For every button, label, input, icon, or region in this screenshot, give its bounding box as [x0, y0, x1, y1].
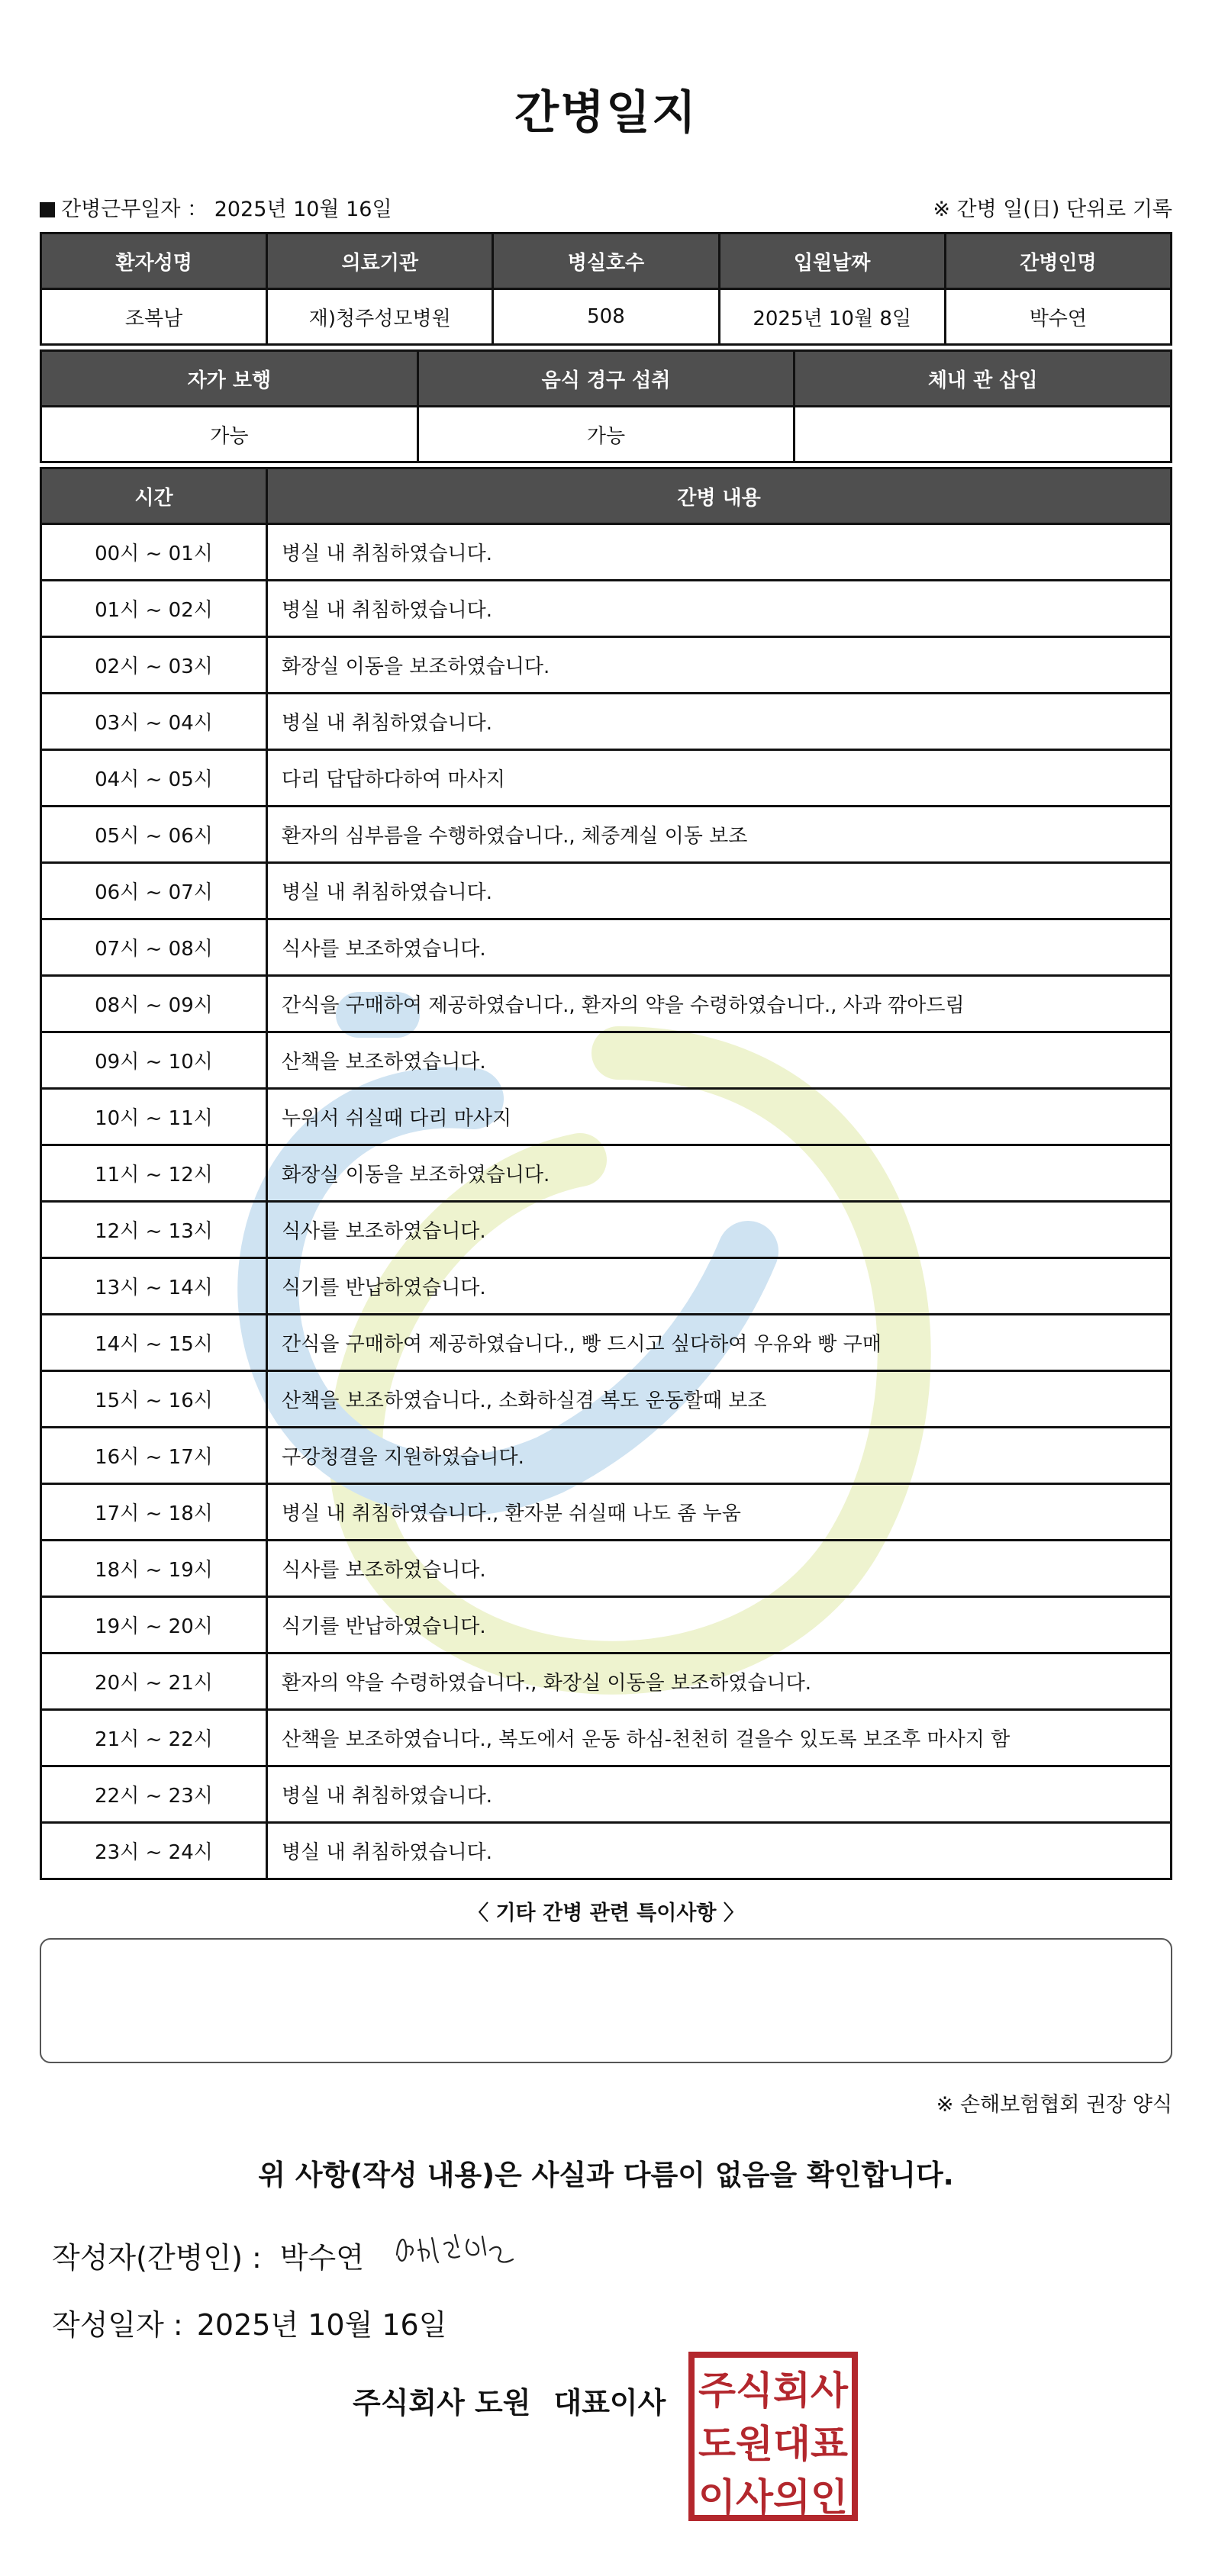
log-row — [41, 750, 1172, 807]
header-care-content: 간병 내용 — [267, 469, 1172, 524]
log-row — [41, 637, 1172, 694]
header-room: 병실호수 — [493, 233, 719, 289]
log-row — [41, 1823, 1172, 1879]
log-row — [41, 1032, 1172, 1089]
log-body — [41, 524, 1172, 1879]
log-row — [41, 1766, 1172, 1823]
log-time: 02시 ~ 03시 — [41, 637, 267, 694]
log-content: 산책을 보조하였습니다., 복도에서 운동 하심-천천히 걸을수 있도록 보조후 마사지 함 — [267, 1710, 1172, 1766]
log-content: 식사를 보조하였습니다. — [267, 1202, 1172, 1258]
seal-text-row: 도원대표 — [698, 2422, 849, 2466]
square-bullet-icon — [40, 202, 55, 217]
header-tube-insertion: 체내 관 삽입 — [795, 351, 1172, 407]
handwritten-signature — [389, 2217, 527, 2278]
header-oral-intake: 음식 경구 섭취 — [417, 351, 795, 407]
company-rep: 대표이사 — [553, 2386, 666, 2420]
written-date-line — [52, 2301, 446, 2343]
patient-header-row — [41, 233, 1172, 289]
log-content: 병실 내 취침하였습니다., 환자분 쉬실때 나도 좀 누움 — [267, 1484, 1172, 1541]
special-notes-field[interactable] — [40, 1938, 1172, 2063]
log-content: 환자의 약을 수령하였습니다., 화장실 이동을 보조하였습니다. — [267, 1653, 1172, 1710]
log-time: 16시 ~ 17시 — [41, 1428, 267, 1484]
log-content: 병실 내 취침하였습니다. — [267, 863, 1172, 919]
log-content: 산책을 보조하였습니다., 소화하실겸 복도 운동할때 보조 — [267, 1371, 1172, 1428]
writer-line — [52, 2234, 364, 2276]
log-time: 13시 ~ 14시 — [41, 1258, 267, 1315]
log-time: 09시 ~ 10시 — [41, 1032, 267, 1089]
log-time: 12시 ~ 13시 — [41, 1202, 267, 1258]
tube-insertion-value — [795, 407, 1172, 462]
room-number: 508 — [493, 289, 719, 345]
work-date-separator: ： — [187, 198, 208, 221]
header-self-walking: 자가 보행 — [41, 351, 418, 407]
log-row — [41, 1484, 1172, 1541]
log-content: 간식을 구매하여 제공하였습니다., 빵 드시고 싶다하여 우유와 빵 구매 — [267, 1315, 1172, 1371]
patient-value-row — [41, 289, 1172, 345]
log-row — [41, 1710, 1172, 1766]
seal-text-row: 이사의인 — [698, 2475, 848, 2520]
header-hospital: 의료기관 — [267, 233, 493, 289]
company-seal-stamp — [687, 2350, 859, 2523]
company-name: 주식회사 도원 — [353, 2386, 531, 2420]
notes-title: 〈 기타 간병 관련 특이사항 〉 — [468, 1901, 744, 1925]
company-line — [353, 2379, 666, 2421]
log-time: 15시 ~ 16시 — [41, 1371, 267, 1428]
log-time: 10시 ~ 11시 — [41, 1089, 267, 1145]
page-title: 간병일지 — [514, 86, 698, 140]
log-time: 08시 ~ 09시 — [41, 976, 267, 1032]
written-date-value: 2025년 10월 16일 — [196, 2308, 447, 2342]
patient-name: 조복남 — [41, 289, 267, 345]
seal-svg — [687, 2350, 859, 2523]
log-time: 04시 ~ 05시 — [41, 750, 267, 807]
log-content: 환자의 심부름을 수행하였습니다., 체중계실 이동 보조 — [267, 807, 1172, 863]
log-time: 05시 ~ 06시 — [41, 807, 267, 863]
log-row — [41, 524, 1172, 581]
log-content: 병실 내 취침하였습니다. — [267, 694, 1172, 750]
log-time: 22시 ~ 23시 — [41, 1766, 267, 1823]
hospital-name: 재)청주성모병원 — [267, 289, 493, 345]
log-row — [41, 1541, 1172, 1597]
care-log-table — [40, 467, 1172, 1880]
log-time: 11시 ~ 12시 — [41, 1145, 267, 1202]
status-header-row — [41, 351, 1172, 407]
log-time: 07시 ~ 08시 — [41, 919, 267, 976]
log-row — [41, 1089, 1172, 1145]
log-row — [41, 1428, 1172, 1484]
log-content: 식사를 보조하였습니다. — [267, 919, 1172, 976]
log-row — [41, 581, 1172, 637]
log-content: 누워서 쉬실때 다리 마사지 — [267, 1089, 1172, 1145]
log-row — [41, 1258, 1172, 1315]
log-content: 병실 내 취침하였습니다. — [267, 524, 1172, 581]
log-row — [41, 1202, 1172, 1258]
log-time: 06시 ~ 07시 — [41, 863, 267, 919]
header-time: 시간 — [41, 469, 267, 524]
log-time: 17시 ~ 18시 — [41, 1484, 267, 1541]
log-row — [41, 694, 1172, 750]
log-time: 01시 ~ 02시 — [41, 581, 267, 637]
log-content: 식사를 보조하였습니다. — [267, 1541, 1172, 1597]
record-unit-note: ※ 간병 일(日) 단위로 기록 — [933, 198, 1172, 221]
log-time: 23시 ~ 24시 — [41, 1823, 267, 1879]
patient-status-table — [40, 349, 1172, 463]
log-row — [41, 1597, 1172, 1653]
log-content: 식기를 반납하였습니다. — [267, 1258, 1172, 1315]
log-content: 산책을 보조하였습니다. — [267, 1032, 1172, 1089]
log-row — [41, 863, 1172, 919]
log-header-row — [41, 469, 1172, 524]
log-content: 화장실 이동을 보조하였습니다. — [267, 637, 1172, 694]
log-content: 간식을 구매하여 제공하였습니다., 환자의 약을 수령하였습니다., 사과 깎아드림 — [267, 976, 1172, 1032]
log-row — [41, 976, 1172, 1032]
patient-info-table — [40, 232, 1172, 346]
log-time: 18시 ~ 19시 — [41, 1541, 267, 1597]
confirmation-statement: 위 사항(작성 내용)은 사실과 다름이 없음을 확인합니다. — [258, 2159, 954, 2191]
log-content: 식기를 반납하였습니다. — [267, 1597, 1172, 1653]
header-caregiver: 간병인명 — [945, 233, 1171, 289]
log-row — [41, 1315, 1172, 1371]
log-content: 다리 답답하다하여 마사지 — [267, 750, 1172, 807]
log-time: 21시 ~ 22시 — [41, 1710, 267, 1766]
log-content: 병실 내 취침하였습니다. — [267, 1766, 1172, 1823]
log-content: 구강청결을 지원하였습니다. — [267, 1428, 1172, 1484]
written-date-label: 작성일자 : — [52, 2308, 183, 2342]
self-walking-value: 가능 — [41, 407, 418, 462]
oral-intake-value: 가능 — [417, 407, 795, 462]
log-content: 병실 내 취침하였습니다. — [267, 581, 1172, 637]
writer-name: 박수연 — [279, 2241, 364, 2275]
log-row — [41, 807, 1172, 863]
recommend-form-note: ※ 손해보험협회 권장 양식 — [936, 2093, 1172, 2117]
status-value-row — [41, 407, 1172, 462]
log-time: 19시 ~ 20시 — [41, 1597, 267, 1653]
header-patient-name: 환자성명 — [41, 233, 267, 289]
log-content: 병실 내 취침하였습니다. — [267, 1823, 1172, 1879]
seal-text-row: 주식회사 — [698, 2368, 849, 2413]
writer-label: 작성자(간병인) : — [52, 2241, 262, 2275]
log-time: 14시 ~ 15시 — [41, 1315, 267, 1371]
log-time: 00시 ~ 01시 — [41, 524, 267, 581]
log-row — [41, 1371, 1172, 1428]
log-content: 화장실 이동을 보조하였습니다. — [267, 1145, 1172, 1202]
log-row — [41, 1145, 1172, 1202]
log-row — [41, 919, 1172, 976]
work-date-label: 간병근무일자 — [61, 198, 181, 221]
log-row — [41, 1653, 1172, 1710]
work-date-value: 2025년 10월 16일 — [214, 198, 392, 221]
header-admission-date: 입원날짜 — [719, 233, 945, 289]
log-time: 20시 ~ 21시 — [41, 1653, 267, 1710]
log-time: 03시 ~ 04시 — [41, 694, 267, 750]
caregiver-name: 박수연 — [945, 289, 1171, 345]
work-date-line — [40, 192, 392, 222]
admission-date: 2025년 10월 8일 — [719, 289, 945, 345]
